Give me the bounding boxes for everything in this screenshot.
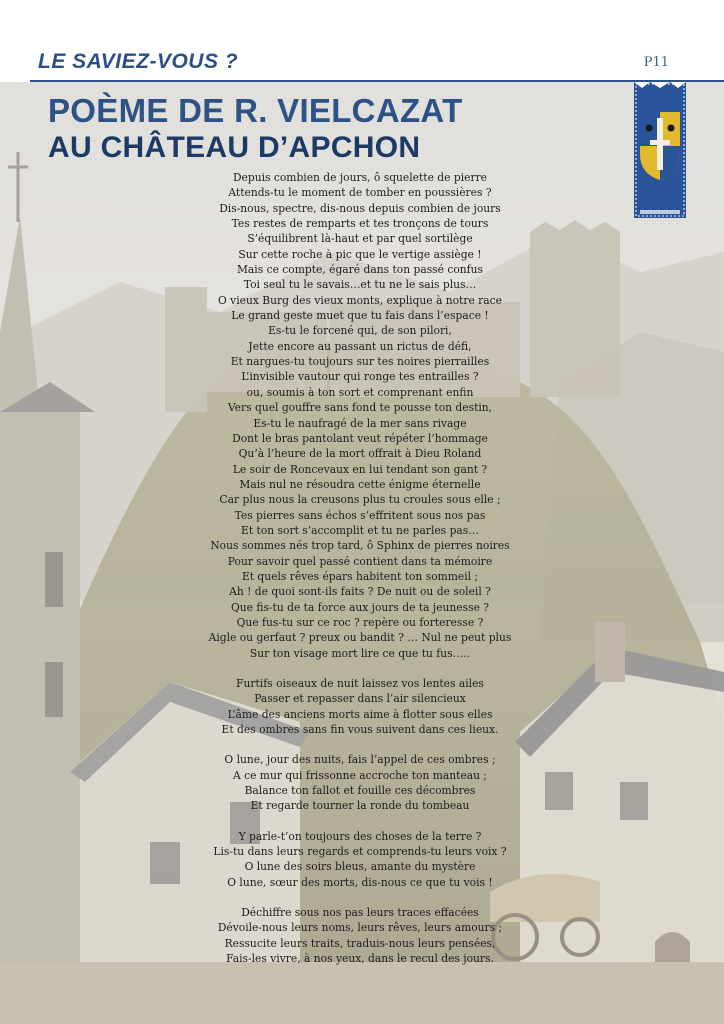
poem-stanza [150,752,570,813]
poem-line: O lune, sœur des morts, dis-nous ce que tu vois ! [227,875,493,889]
page-number: P11 [643,55,669,70]
poem-line: Et des ombres sans fin vous suivent dans ces lieux. [221,723,499,737]
poem-stanza [150,170,570,661]
poem-line: Dévoile-nous leurs noms, leurs rêves, leurs amours ; [217,921,503,935]
poem-line: L’âme des anciens morts aime à flotter sous elles [227,707,493,721]
section-rubric: LE SAVIEZ-VOUS ? [38,50,239,73]
poem-line: A ce mur qui frissonne accroche ton manteau ; [232,768,487,782]
poem-line: Depuis combien de jours, ô squelette de pierre [232,171,488,184]
poem-line: Et ton sort s’accomplit et tu ne parles pas… [241,523,479,537]
poem-line: Car plus nous la creusons plus tu croules sous elle ; [219,493,501,507]
poem-line: Et quels rêves épars habitent ton sommeil ; [241,569,479,583]
poem-line: Pour savoir quel passé contient dans ta mémoire [227,554,493,568]
poem-line: Et regarde tourner la ronde du tombeau [250,799,470,813]
poem-line: Furtifs oiseaux de nuit laissez vos lentes ailes [236,677,484,690]
poem-stanza [150,676,570,737]
poem-line: Es-tu le forcené qui, de son pilori, [268,324,452,338]
poem-line: ou, soumis à ton sort et comprenant enfin [246,385,474,399]
poem-line: Et nargues-tu toujours sur tes noires pierrailles [230,355,490,369]
poem-line: O vieux Burg des vieux monts, explique à notre race [218,293,502,307]
poem-line: Es-tu le naufragé de la mer sans rivage [253,416,467,430]
poem-line: S’équilibrent là-haut et par quel sortilège [247,232,473,246]
poem-line: O lune des soirs bleus, amante du mystère [244,860,476,874]
header-divider [30,80,724,82]
poem-line: Le soir de Roncevaux en lui tendant son gant ? [232,462,488,476]
poem-line: Aigle ou gerfaut ? preux ou bandit ? … Nul ne peut plus [208,631,512,645]
poem-line: Dont le bras pantolant veut répéter l’hommage [232,431,488,445]
poem-line: Tes restes de remparts et tes tronçons de tours [231,217,489,231]
poem-line: Sur ton visage mort lire ce que tu fus….. [249,646,471,660]
poem-line: Que fus-tu sur ce roc ? repère ou forteresse ? [236,615,484,629]
coat-of-arms-banner-icon [634,82,686,218]
poem-line: Ah ! de quoi sont-ils faits ? De nuit ou de soleil ? [229,585,491,599]
poem-line: Sur cette roche à pic que le vertige assiège ! [238,247,482,261]
poem-line: O lune, jour des nuits, fais l’appel de ces ombres ; [224,753,496,767]
poem-line: Mais nul ne résoudra cette énigme éternelle [239,477,481,491]
poem-line: L’invisible vautour qui ronge tes entrailles ? [241,370,479,384]
poem-line: Dis-nous, spectre, dis-nous depuis combien de jours [219,201,501,215]
poem-line: Mais ce compte, égaré dans ton passé confus [236,263,484,277]
poem-line: Qu’à l’heure de la mort offrait à Dieu Roland [238,447,482,461]
poem-line: Toi seul tu le savais…et tu ne le sais plus… [243,278,477,292]
title-line-1: POÈME DE R. VIELCAZAT [48,92,463,129]
poem-line: Y parle-t’on toujours des choses de la terre ? [238,829,482,843]
poem-stanza [150,905,570,966]
poem-line: Fais-les vivre, à nos yeux, dans le recul des jours. [226,952,494,966]
article-title [48,92,463,166]
poem-line: Passer et repasser dans l’air silencieux [254,692,466,706]
page-header [0,0,724,82]
poem-line: Tes pierres sans échos s’effritent sous nos pas [234,508,486,522]
poem-line: Le grand geste muet que tu fais dans l’espace ! [231,309,489,323]
poem-line: Vers quel gouffre sans fond te pousse ton destin, [227,401,493,415]
title-line-2: AU CHÂTEAU D’APCHON [48,131,421,164]
poem-line: Jette encore au passant un rictus de défi, [248,339,472,353]
poem-line: Balance ton fallot et fouille ces décombres [244,784,476,798]
poem-line: Lis-tu dans leurs regards et comprends-tu leurs voix ? [213,845,507,859]
poem-body [150,170,570,982]
poem-line: Déchiffre sous nos pas leurs traces effacées [241,906,479,920]
poem-line: Ressucite leurs traits, traduis-nous leurs pensées, [224,936,496,950]
poem-stanza [150,829,570,890]
poem-line: Nous sommes nés trop tard, ô Sphinx de pierres noires [210,539,510,553]
poem-line: Que fis-tu de ta force aux jours de ta jeunesse ? [230,600,490,614]
poem-line: Attends-tu le moment de tomber en poussières ? [228,186,492,200]
